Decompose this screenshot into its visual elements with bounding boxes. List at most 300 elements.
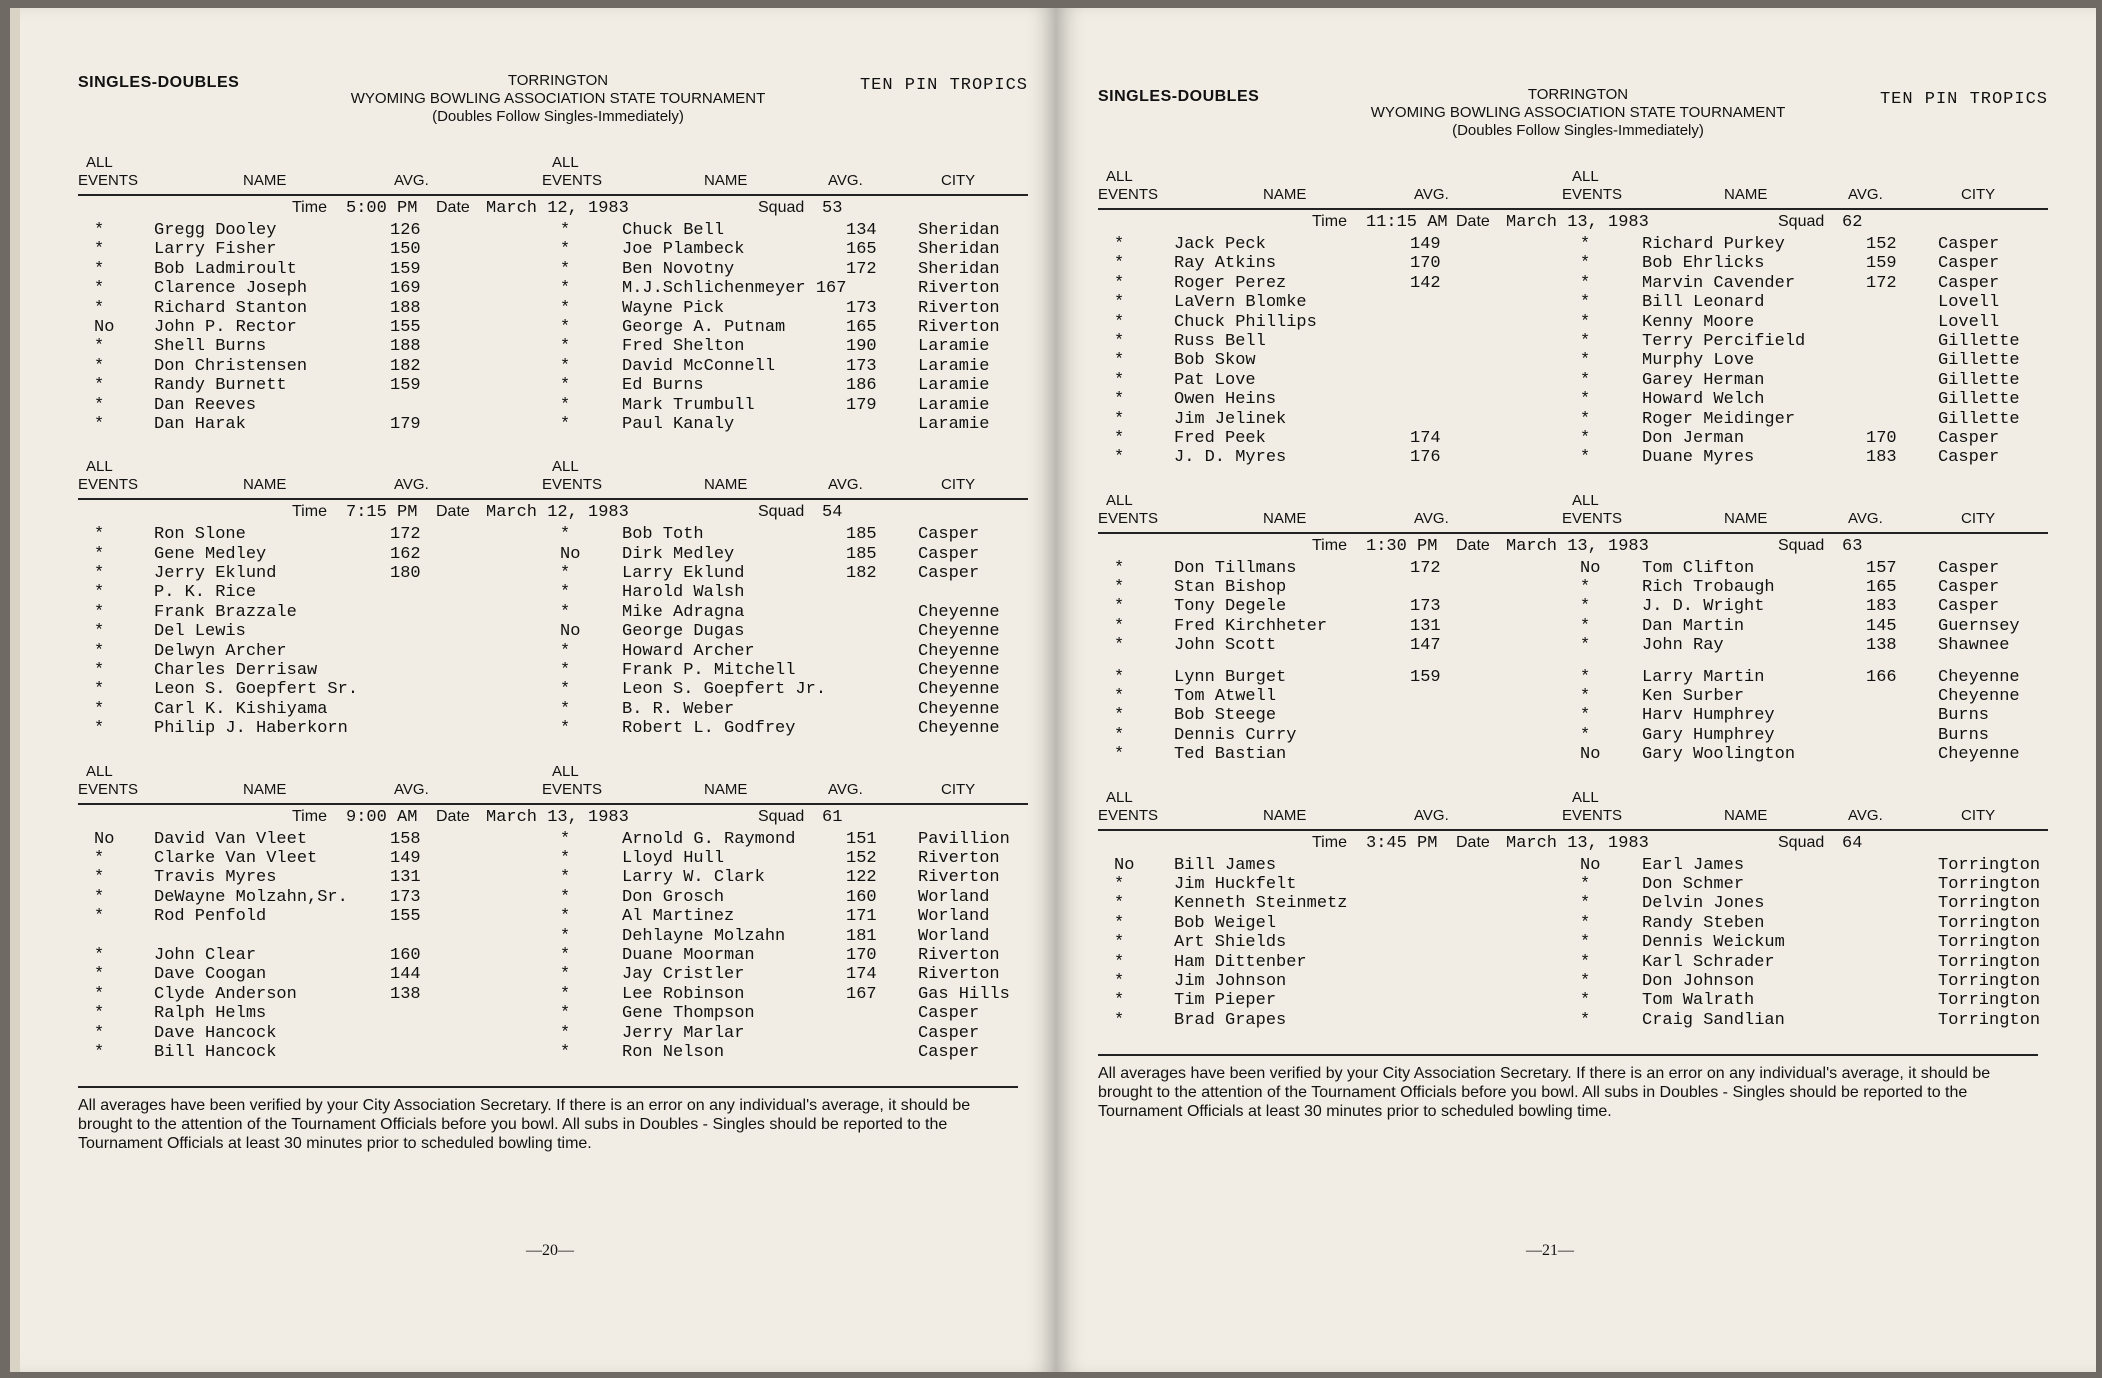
col-name-label: NAME xyxy=(1724,806,1768,824)
entry-row xyxy=(78,337,1028,356)
column-header xyxy=(1098,789,2048,831)
entry-row xyxy=(1098,235,2048,254)
col-avg-label: AVG. xyxy=(1848,186,1883,203)
bowler-name-left: LaVern Blomke xyxy=(1174,293,1307,313)
squad-info xyxy=(78,806,1028,830)
all-events-mark-left: * xyxy=(1114,933,1125,953)
entry-row xyxy=(78,1024,1028,1043)
all-events-mark-right: * xyxy=(560,602,571,622)
bowler-name-left: Dan Reeves xyxy=(154,395,257,415)
entry-row xyxy=(1098,933,2048,952)
squad-info xyxy=(78,501,1028,525)
bowler-name-left: Gregg Dooley xyxy=(154,221,277,240)
all-events-mark-right: No xyxy=(1580,855,1601,875)
col-name-label: NAME xyxy=(704,780,748,798)
all-events-mark-right: * xyxy=(560,848,571,868)
bowler-name-left: Travis Myres xyxy=(154,868,277,888)
bowler-name-right: Don Johnson xyxy=(1642,971,1755,991)
average-left: 155 xyxy=(390,907,421,927)
all-events-mark-right: * xyxy=(1580,971,1591,991)
all-events-mark-left: * xyxy=(1114,616,1125,636)
average-left: 188 xyxy=(390,298,421,318)
entry-row xyxy=(78,240,1028,259)
entry-row xyxy=(78,661,1028,680)
entry-row xyxy=(1098,293,2048,312)
entry-row xyxy=(1098,313,2048,332)
bowler-name-right: Joe Plambeck xyxy=(622,240,745,260)
squad-label: Squad xyxy=(1778,213,1825,230)
all-events-mark-right: * xyxy=(560,259,571,279)
col-avg-label: AVG. xyxy=(394,172,429,189)
page-header xyxy=(78,66,1028,154)
entry-row xyxy=(1098,706,2048,725)
all-events-mark-left: * xyxy=(1114,991,1125,1011)
city: Riverton xyxy=(918,868,1000,888)
city: Burns xyxy=(1938,706,1990,726)
bowler-name-right: Roger Meidinger xyxy=(1642,409,1796,429)
city: Sheridan xyxy=(918,259,1000,279)
bowler-name-right: Dirk Medley xyxy=(622,544,735,564)
average-left: 188 xyxy=(390,337,421,357)
all-events-mark-left: * xyxy=(94,868,105,888)
average-left: 159 xyxy=(1410,667,1441,687)
average-right: 157 xyxy=(1866,558,1897,578)
bowler-name-right: Marvin Cavender xyxy=(1642,273,1796,293)
entry-row xyxy=(78,907,1028,926)
col-all-label: ALL xyxy=(552,154,579,171)
city: Guernsey xyxy=(1938,616,2020,636)
all-events-mark-right: * xyxy=(1580,687,1591,707)
bowler-name-right: M.J.Schlichenmeyer 167 xyxy=(622,279,847,299)
col-avg-label: AVG. xyxy=(828,780,863,798)
time-label: Time xyxy=(292,503,327,521)
bowler-name-right: David McConnell xyxy=(622,356,776,376)
bowler-name-right: Randy Steben xyxy=(1642,913,1765,933)
bowler-name-right: Don Grosch xyxy=(622,887,725,907)
city: Cheyenne xyxy=(918,641,1000,661)
all-events-mark-left: * xyxy=(1114,952,1125,972)
entry-row xyxy=(78,525,1028,544)
all-events-mark-right: * xyxy=(560,298,571,318)
all-events-mark-right: No xyxy=(560,544,581,564)
entry-row xyxy=(1098,371,2048,390)
bowler-name-right: J. D. Wright xyxy=(1642,597,1765,617)
city: Gillette xyxy=(1938,351,2020,371)
entry-row xyxy=(1098,687,2048,706)
bowler-name-left: Bob Ladmiroult xyxy=(154,259,297,279)
all-events-mark-right: * xyxy=(1580,293,1591,313)
col-all-label: ALL xyxy=(552,458,579,476)
average-left: 170 xyxy=(1410,254,1441,274)
all-events-mark-right: * xyxy=(560,868,571,888)
city: Cheyenne xyxy=(918,699,1000,719)
header-left-label: SINGLES-DOUBLES xyxy=(78,74,240,91)
city: Pavillion xyxy=(918,829,1010,849)
squad-info xyxy=(1098,832,2048,856)
all-events-mark-left: * xyxy=(94,719,105,739)
entry-row xyxy=(78,260,1028,279)
all-events-mark-left: * xyxy=(94,641,105,661)
city: Riverton xyxy=(918,279,1000,299)
entry-row xyxy=(1098,745,2048,764)
squad-label: Squad xyxy=(1778,536,1825,554)
header-subtitle: (Doubles Follow Singles-Immediately) xyxy=(1452,122,1704,139)
col-name-label: NAME xyxy=(1263,806,1307,824)
bowler-name-left: Del Lewis xyxy=(154,622,246,642)
all-events-mark-right: * xyxy=(1580,1010,1591,1030)
all-events-mark-right: * xyxy=(560,583,571,603)
squad-block xyxy=(1098,168,2048,468)
all-events-mark-left: * xyxy=(1114,558,1125,578)
entry-row xyxy=(78,376,1028,395)
average-right: 122 xyxy=(846,868,877,888)
all-events-mark-right: * xyxy=(560,395,571,415)
squad-number: 61 xyxy=(822,807,843,827)
average-right: 159 xyxy=(1866,254,1897,274)
average-right: 167 xyxy=(846,984,877,1004)
entry-row xyxy=(78,299,1028,318)
city: Casper xyxy=(1938,558,2000,578)
all-events-mark-left: * xyxy=(1114,894,1125,914)
average-right: 138 xyxy=(1866,636,1897,656)
all-events-mark-right: * xyxy=(1580,351,1591,371)
bowler-name-left: Rod Penfold xyxy=(154,907,267,927)
all-events-mark-right: * xyxy=(560,699,571,719)
col-events-label: EVENTS xyxy=(78,780,139,798)
city: Laramie xyxy=(918,356,990,376)
entry-row xyxy=(78,888,1028,907)
all-events-mark-right: * xyxy=(1580,370,1591,390)
city: Lovell xyxy=(1938,312,2000,332)
all-events-mark-left: * xyxy=(94,395,105,415)
bowler-name-right: Larry W. Clark xyxy=(622,868,765,888)
entry-row xyxy=(78,965,1028,984)
squad-number: 64 xyxy=(1842,833,1863,853)
all-events-mark-right: No xyxy=(1580,558,1601,578)
all-events-mark-right: * xyxy=(560,719,571,739)
city: Sheridan xyxy=(918,221,1000,240)
bowler-name-left: Art Shields xyxy=(1174,933,1287,953)
col-events-label: EVENTS xyxy=(1562,509,1623,527)
city: Cheyenne xyxy=(918,602,1000,622)
all-events-mark-left: * xyxy=(94,356,105,376)
bowler-name-right: Tom Clifton xyxy=(1642,558,1755,578)
bowler-name-right: Craig Sandlian xyxy=(1642,1010,1785,1030)
bowler-name-left: Don Christensen xyxy=(154,356,308,376)
all-events-mark-right: * xyxy=(1580,597,1591,617)
all-events-mark-left: * xyxy=(94,887,105,907)
bowler-name-right: Dehlayne Molzahn xyxy=(622,926,786,946)
all-events-mark-left: * xyxy=(94,337,105,357)
all-events-mark-left: * xyxy=(94,221,105,240)
entry-row xyxy=(78,415,1028,434)
col-events-label: EVENTS xyxy=(78,476,139,494)
bowler-name-right: Howard Welch xyxy=(1642,390,1765,410)
city: Casper xyxy=(1938,597,2000,617)
bowler-name-right: Gene Thompson xyxy=(622,1004,755,1024)
col-all-label: ALL xyxy=(86,458,113,476)
squad-number: 63 xyxy=(1842,536,1863,556)
bowler-name-left: Fred Kirchheter xyxy=(1174,616,1328,636)
average-left: 149 xyxy=(390,848,421,868)
city: Casper xyxy=(918,1023,980,1043)
header-tournament-name: WYOMING BOWLING ASSOCIATION STATE TOURNAMENT xyxy=(1370,104,1786,121)
col-city-label: CITY xyxy=(1961,186,1996,203)
average-left: 182 xyxy=(390,356,421,376)
entry-row xyxy=(1098,448,2048,467)
squad-time: 7:15 PM xyxy=(346,503,418,523)
bowler-name-left: Larry Fisher xyxy=(154,240,277,260)
col-avg-label: AVG. xyxy=(1414,186,1449,203)
col-events-label: EVENTS xyxy=(542,780,603,798)
time-label: Time xyxy=(1312,213,1347,230)
entry-row xyxy=(78,1043,1028,1062)
average-left: 142 xyxy=(1410,273,1441,293)
entry-row xyxy=(78,279,1028,298)
date-label: Date xyxy=(1456,536,1490,554)
all-events-mark-right: * xyxy=(560,641,571,661)
bowler-name-right: Duane Moorman xyxy=(622,945,755,965)
bowler-name-right: Lee Robinson xyxy=(622,984,745,1004)
bowler-name-right: Jay Cristler xyxy=(622,965,745,985)
all-events-mark-right: * xyxy=(1580,331,1591,351)
entry-row xyxy=(1098,429,2048,448)
bowler-name-right: Gary Humphrey xyxy=(1642,725,1775,745)
col-events-label: EVENTS xyxy=(1098,806,1159,824)
squad-block xyxy=(78,154,1028,434)
all-events-mark-right: * xyxy=(560,240,571,260)
page-21 xyxy=(1056,8,2096,1372)
city: Casper xyxy=(1938,428,2000,448)
col-name-label: NAME xyxy=(1724,186,1768,203)
city: Casper xyxy=(918,544,980,564)
all-events-mark-right: * xyxy=(560,376,571,396)
entry-row xyxy=(1098,656,2048,668)
entry-row xyxy=(78,357,1028,376)
entry-row xyxy=(78,700,1028,719)
bowler-name-left: Chuck Phillips xyxy=(1174,312,1317,332)
entry-row xyxy=(1098,578,2048,597)
page-content xyxy=(1098,80,2048,1121)
entry-row xyxy=(78,830,1028,849)
bowler-name-right: Larry Martin xyxy=(1642,667,1765,687)
all-events-mark-right: * xyxy=(560,984,571,1004)
bowler-name-right: Jerry Marlar xyxy=(622,1023,745,1043)
average-right: 152 xyxy=(846,848,877,868)
all-events-mark-right: * xyxy=(1580,409,1591,429)
all-events-mark-left: * xyxy=(1114,578,1125,598)
bowler-name-left: Dennis Curry xyxy=(1174,725,1297,745)
bowler-name-right: Ken Surber xyxy=(1642,687,1745,707)
all-events-mark-right: * xyxy=(560,1004,571,1024)
bowler-name-right: Arnold G. Raymond xyxy=(622,829,796,849)
all-events-mark-left: * xyxy=(94,984,105,1004)
bowler-name-right: Tom Walrath xyxy=(1642,991,1755,1011)
entry-row xyxy=(1098,856,2048,875)
bowler-name-left: Ron Slone xyxy=(154,525,246,545)
col-city-label: CITY xyxy=(1961,806,1996,824)
all-events-mark-left: * xyxy=(1114,687,1125,707)
bowler-name-left: J. D. Myres xyxy=(1174,448,1287,468)
col-avg-label: AVG. xyxy=(828,172,863,189)
bowler-name-right: Fred Shelton xyxy=(622,337,745,357)
bowler-name-right: Ed Burns xyxy=(622,376,704,396)
all-events-mark-right: No xyxy=(1580,745,1601,765)
entry-row xyxy=(1098,597,2048,616)
bowler-name-right: Don Schmer xyxy=(1642,874,1745,894)
bowler-name-right: Leon S. Goepfert Jr. xyxy=(622,680,827,700)
average-left: 138 xyxy=(390,984,421,1004)
average-right: 160 xyxy=(846,887,877,907)
all-events-mark-right: * xyxy=(560,221,571,240)
all-events-mark-right: * xyxy=(560,907,571,927)
all-events-mark-right: * xyxy=(1580,616,1591,636)
city: Casper xyxy=(1938,235,2000,254)
time-label: Time xyxy=(292,807,327,825)
col-name-label: NAME xyxy=(1263,509,1307,527)
bowler-name-right: Lloyd Hull xyxy=(622,848,725,868)
entry-row xyxy=(78,1004,1028,1023)
bowler-name-right: Don Jerman xyxy=(1642,428,1745,448)
all-events-mark-left: * xyxy=(1114,331,1125,351)
average-left: 159 xyxy=(390,259,421,279)
col-events-label: EVENTS xyxy=(1098,186,1159,203)
average-right: 190 xyxy=(846,337,877,357)
city: Torrington xyxy=(1938,855,2041,875)
squad-date: March 12, 1983 xyxy=(486,199,629,218)
city: Gillette xyxy=(1938,409,2020,429)
squad-info xyxy=(1098,211,2048,235)
all-events-mark-left: No xyxy=(94,829,115,849)
all-events-mark-left: * xyxy=(1114,273,1125,293)
bowler-name-right: George Dugas xyxy=(622,622,745,642)
squad-block xyxy=(1098,789,2048,1031)
all-events-mark-right: * xyxy=(1580,254,1591,274)
bowler-name-right: Bill Leonard xyxy=(1642,293,1765,313)
all-events-mark-left: * xyxy=(1114,706,1125,726)
bowler-name-right: Larry Eklund xyxy=(622,564,745,584)
all-events-mark-right: * xyxy=(1580,933,1591,953)
bowler-name-right: Richard Purkey xyxy=(1642,235,1785,254)
all-events-mark-left: * xyxy=(94,376,105,396)
bowler-name-left: Shell Burns xyxy=(154,337,267,357)
entry-row xyxy=(1098,972,2048,991)
bowler-name-left: John Clear xyxy=(154,945,257,965)
all-events-mark-left: * xyxy=(1114,745,1125,765)
average-left: 144 xyxy=(390,965,421,985)
squad-date: March 13, 1983 xyxy=(1506,833,1649,853)
average-right: 165 xyxy=(846,317,877,337)
bowler-name-left: Clarence Joseph xyxy=(154,279,308,299)
all-events-mark-right: * xyxy=(560,965,571,985)
col-avg-label: AVG. xyxy=(1414,806,1449,824)
bowler-name-right: Gary Woolington xyxy=(1642,745,1796,765)
average-left: 172 xyxy=(1410,558,1441,578)
all-events-mark-left: * xyxy=(1114,636,1125,656)
all-events-mark-right: * xyxy=(560,887,571,907)
col-avg-label: AVG. xyxy=(1848,806,1883,824)
entry-row xyxy=(78,849,1028,868)
bowler-name-right: Al Martinez xyxy=(622,907,735,927)
squad-time: 11:15 AM xyxy=(1366,213,1448,232)
average-left: 131 xyxy=(1410,616,1441,636)
page-header xyxy=(1098,80,2048,168)
entry-row xyxy=(1098,953,2048,972)
column-header xyxy=(1098,168,2048,210)
average-left: 131 xyxy=(390,868,421,888)
bowler-name-left: Don Tillmans xyxy=(1174,558,1297,578)
average-left: 149 xyxy=(1410,235,1441,254)
header-location: TORRINGTON xyxy=(507,72,609,89)
entry-row xyxy=(1098,1011,2048,1030)
col-avg-label: AVG. xyxy=(828,476,863,494)
bowler-name-left: DeWayne Molzahn,Sr. xyxy=(154,887,348,907)
column-header xyxy=(78,154,1028,196)
entry-row xyxy=(1098,254,2048,273)
bowler-name-left: Delwyn Archer xyxy=(154,641,287,661)
all-events-mark-right: * xyxy=(560,1042,571,1062)
squad-number: 62 xyxy=(1842,213,1863,232)
col-name-label: NAME xyxy=(243,780,287,798)
city: Gillette xyxy=(1938,370,2020,390)
bowler-name-left: Ray Atkins xyxy=(1174,254,1277,274)
average-left: 169 xyxy=(390,279,421,299)
all-events-mark-left: * xyxy=(1114,293,1125,313)
bowler-name-right: Rich Trobaugh xyxy=(1642,578,1775,598)
column-header xyxy=(78,763,1028,805)
bowler-name-right: Wayne Pick xyxy=(622,298,725,318)
page-number: —20— xyxy=(526,1242,574,1259)
entry-row xyxy=(78,603,1028,622)
squad-block xyxy=(78,458,1028,738)
squad-label: Squad xyxy=(1778,833,1825,851)
bowler-name-right: Ron Nelson xyxy=(622,1042,725,1062)
all-events-mark-right: * xyxy=(1580,390,1591,410)
bowler-name-left: P. K. Rice xyxy=(154,583,257,603)
city: Cheyenne xyxy=(918,719,1000,739)
all-events-mark-left: No xyxy=(94,317,115,337)
squad-block xyxy=(78,763,1028,1063)
header-subtitle: (Doubles Follow Singles-Immediately) xyxy=(432,108,684,125)
all-events-mark-left: * xyxy=(94,525,105,545)
bowler-name-left: Pat Love xyxy=(1174,370,1256,390)
bowler-name-left: Owen Heins xyxy=(1174,390,1277,410)
average-right: 182 xyxy=(846,564,877,584)
bowler-name-left: Gene Medley xyxy=(154,544,267,564)
city: Worland xyxy=(918,887,990,907)
average-right: 152 xyxy=(1866,235,1897,254)
all-events-mark-left: * xyxy=(1114,254,1125,274)
squad-date: March 13, 1983 xyxy=(1506,536,1649,556)
average-right: 171 xyxy=(846,907,877,927)
city: Casper xyxy=(918,1042,980,1062)
average-right: 134 xyxy=(846,221,877,240)
time-label: Time xyxy=(292,199,327,216)
bowler-name-left: Bill James xyxy=(1174,855,1277,875)
city: Riverton xyxy=(918,965,1000,985)
average-right: 170 xyxy=(1866,428,1897,448)
squad-time: 1:30 PM xyxy=(1366,536,1438,556)
average-right: 181 xyxy=(846,926,877,946)
city: Gillette xyxy=(1938,390,2020,410)
col-events-label: EVENTS xyxy=(1562,186,1623,203)
city: Gillette xyxy=(1938,331,2020,351)
city: Sheridan xyxy=(918,240,1000,260)
entry-list xyxy=(78,221,1028,434)
city: Casper xyxy=(1938,448,2000,468)
bowler-name-left: Clyde Anderson xyxy=(154,984,297,1004)
average-left: 173 xyxy=(390,887,421,907)
